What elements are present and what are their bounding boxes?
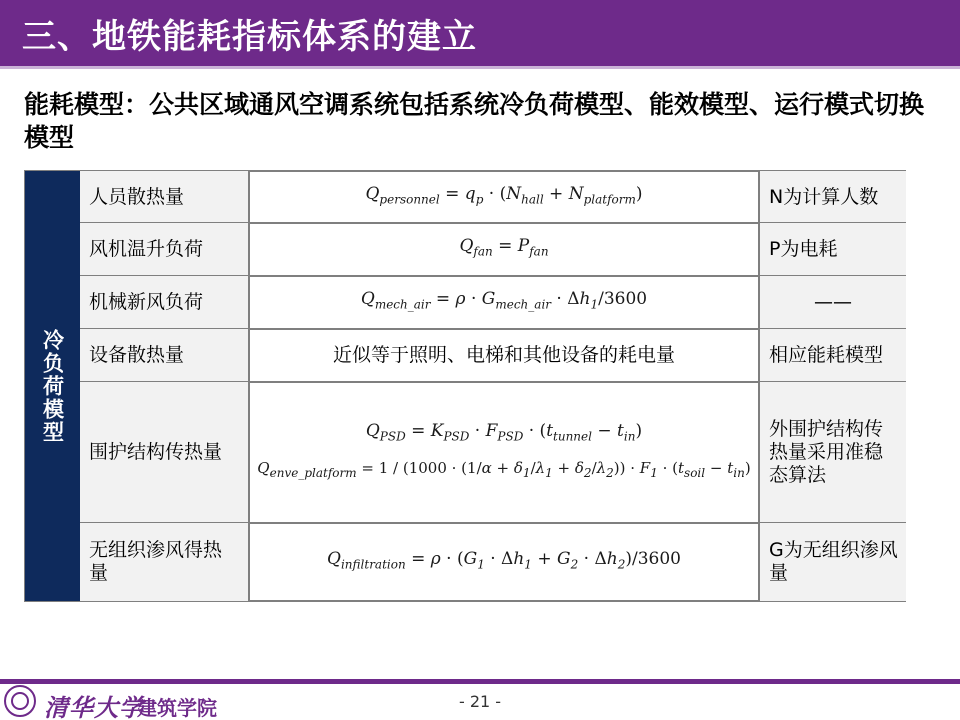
footer-line [0,679,960,684]
row-formula [249,382,759,523]
row-formula [249,523,759,601]
table-row [80,329,906,382]
formula-infiltration: $Q_{infiltration} = \rho \cdot (G_1 \cdot \Delta h_1 + G_2 \cdot \Delta h_2)/3600$ [327,548,681,572]
row-note: P为电耗 [759,223,906,276]
row-note: —— [759,276,906,329]
table-row [80,276,906,329]
side-label-text: 冷负荷模型 [40,328,65,444]
formula-psd: $Q_{PSD} = K_{PSD} \cdot F_{PSD} \cdot (t_{tunnel} - t_{in})$ [365,421,643,444]
formula-personnel: $Q_{personnel} = q_p \cdot (N_{hall} + N_{platform})$ [365,183,643,207]
table-row [80,523,906,601]
slide-title: 三、地铁能耗指标体系的建立 [22,17,477,57]
slide-subtitle: 能耗模型：公共区域通风空调系统包括系统冷负荷模型、能效模型、运行模式切换模型 [24,90,925,152]
row-name: 围护结构传热量 [80,382,249,523]
table-row [80,223,906,276]
row-note: 外围护结构传热量采用准稳态算法 [759,382,906,523]
table-row [80,382,906,523]
row-name: 无组织渗风得热量 [80,523,249,601]
formula-fan: $Q_{fan} = P_{fan}$ [459,236,549,259]
table-row [80,171,906,223]
formula-enve-platform: $Q_{enve\_platform} = 1 / (1000 \cdot (1/\alpha + \delta_1/\lambda_1 + \delta_2/\lambda_2)) \cdot F_1 \cdot (t_{soil} - t_{in})$ [257,458,751,480]
row-formula [249,223,759,276]
title-bar [0,0,960,66]
cooling-load-table [24,170,906,602]
formula-envelope [257,420,750,484]
page-number: - 21 - [458,692,502,711]
title-underline [0,66,960,69]
row-name: 风机温升负荷 [80,223,249,276]
row-note: G为无组织渗风量 [759,523,906,601]
row-name: 人员散热量 [80,171,249,223]
row-name: 设备散热量 [80,329,249,382]
row-formula [249,171,759,223]
formula-mech-air: $Q_{mech\_air} = \rho \cdot G_{mech\_air} \cdot \Delta h_1/3600$ [360,289,648,312]
side-label [25,171,80,601]
row-formula: 近似等于照明、电梯和其他设备的耗电量 [249,329,759,382]
university-logo-text: 清华大学 [44,693,144,720]
school-name: 建筑学院 [137,696,217,720]
row-note: N为计算人数 [759,171,906,223]
row-note: 相应能耗模型 [759,329,906,382]
row-name: 机械新风负荷 [80,276,249,329]
row-formula [249,276,759,329]
